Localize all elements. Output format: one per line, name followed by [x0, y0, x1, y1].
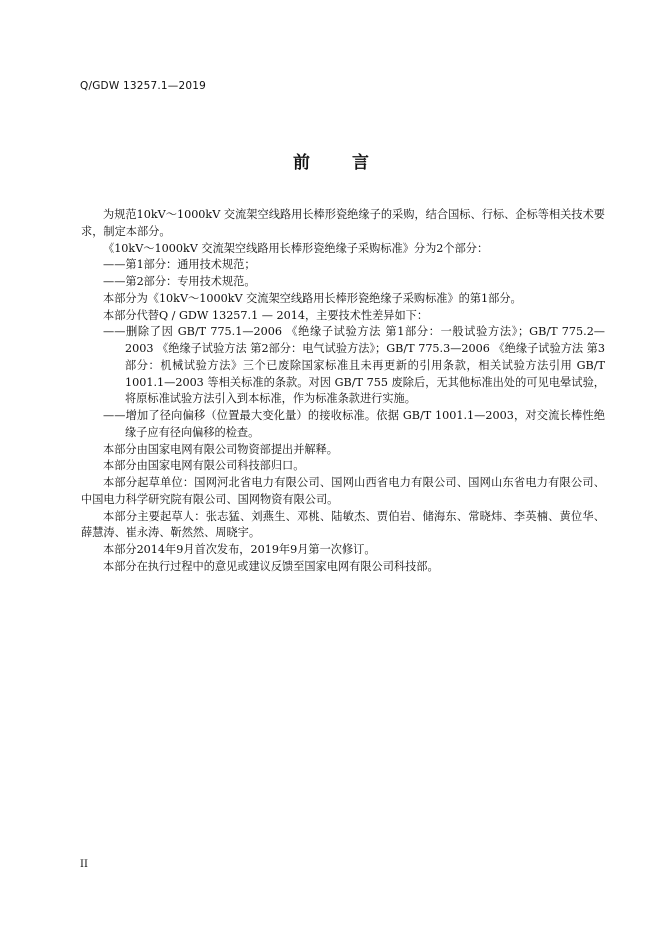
paragraph-purpose: 为规范10kV～1000kV 交流架空线路用长棒形瓷绝缘子的采购，结合国标、行标、企标等相关技术要求，制定本部分。 — [81, 208, 605, 238]
paragraph-drafting-units: 本部分起草单位：国网河北省电力有限公司、国网山西省电力有限公司、国网山东省电力有限公司、中国电力科学研究院有限公司、国网物资有限公司。 — [81, 476, 605, 506]
paragraph-parts-intro: 《10kV～1000kV 交流架空线路用长棒形瓷绝缘子采购标准》分为2个部分： — [103, 241, 489, 255]
paragraph-replaces: 本部分代替Q / GDW 13257.1 — 2014，主要技术性差异如下： — [103, 308, 429, 322]
list-item-deleted: ——删除了因 GB/T 775.1—2006 《绝缘子试验方法 第1部分：一般试验方法》；GB/T 775.2—2003 《绝缘子试验方法 第2部分：电气试验方法》；GB/T 775.3—2006 《绝缘子试验方法 第3部分：机械试验方法》三个已废除国家标准且未再更新的引用条款，相关试验方法引用 GB/T 1001.1—2003 等相关标准的条款。对因 GB/T 755 废除后，无其他标准出处的可见电晕试验，将原标准试验方法引入到本标准，作为标准条款进行实施。 — [103, 325, 605, 406]
page-title: 前 言 — [293, 153, 387, 173]
foreword-body — [81, 207, 605, 576]
list-item-part2: ——第2部分：专用技术规范。 — [103, 275, 256, 288]
document-code: Q/GDW 13257.1—2019 — [80, 80, 206, 92]
paragraph-proposed-by: 本部分由国家电网有限公司物资部提出并解释。 — [103, 442, 338, 456]
paragraph-managed-by: 本部分由国家电网有限公司科技部归口。 — [103, 459, 305, 473]
paragraph-this-part: 本部分为《10kV～1000kV 交流架空线路用长棒形瓷绝缘子采购标准》的第1部分。 — [103, 291, 522, 305]
paragraph-release-history: 本部分2014年9月首次发布，2019年9月第一次修订。 — [103, 543, 376, 556]
list-item-part1: ——第1部分：通用技术规范； — [103, 258, 256, 272]
page-number: II — [80, 859, 88, 870]
paragraph-feedback: 本部分在执行过程中的意见或建议反馈至国家电网有限公司科技部。 — [103, 559, 439, 573]
paragraph-drafters: 本部分主要起草人：张志猛、刘燕生、邓桃、陆敏杰、贾伯岩、储海东、常晓炜、李英楠、黄位华、薛慧涛、崔永涛、靳然然、周晓宇。 — [81, 509, 605, 540]
list-item-added: ——增加了径向偏移（位置最大变化量）的接收标准。依据 GB/T 1001.1—2003，对交流长棒性绝缘子应有径向偏移的检查。 — [103, 409, 605, 439]
